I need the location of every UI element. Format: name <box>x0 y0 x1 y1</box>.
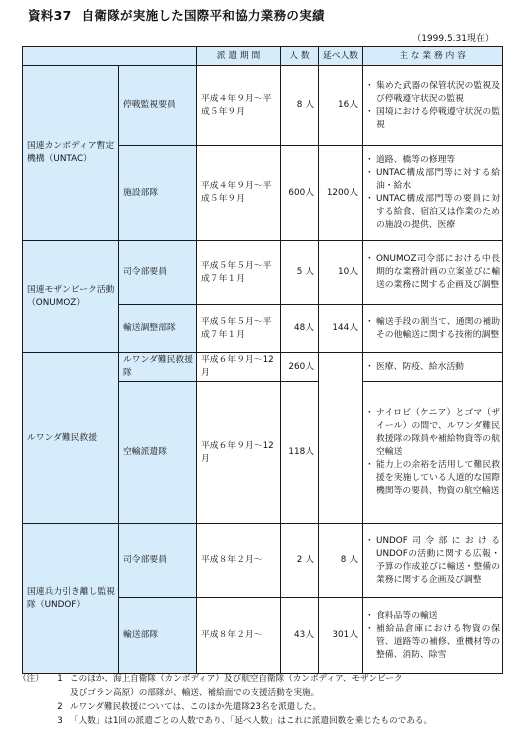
person-count: 118人 <box>281 382 319 524</box>
task-item: ・ 食料品等の輸送 <box>367 610 500 623</box>
task-item: ・ 集めた武器の保管状況の監視及び停戦遵守状況の監視 <box>367 80 500 106</box>
dispatch-period: 平成６年９月～12月 <box>197 353 281 382</box>
dispatch-period: 平成５年５月～平成７年１月 <box>197 305 281 353</box>
header-count: 人 数 <box>281 47 319 66</box>
footnote <box>18 700 508 714</box>
title-number: 資料37 <box>28 8 72 23</box>
dispatch-period: 平成４年９月～平成５年９月 <box>197 146 281 241</box>
page-title <box>28 6 508 24</box>
unit-name: 輸送部隊 <box>119 598 197 674</box>
table-row <box>23 241 503 305</box>
footnote-number: 2 <box>57 702 63 712</box>
unit-name: 輸送調整部隊 <box>119 305 197 353</box>
table-row <box>23 66 503 146</box>
footnote-label: （注） <box>18 674 44 684</box>
header-tasks: 主 な 業 務 内 容 <box>363 47 503 66</box>
table-row <box>23 524 503 598</box>
footnote-text: 「人数」は1回の派遣ごとの人数であり、「延べ人数」はこれに派遣回数を乗じたものである。 <box>70 716 433 726</box>
task-cell <box>363 305 503 353</box>
task-cell <box>363 146 503 241</box>
total-count: 301人 <box>319 598 363 674</box>
header-total: 延べ人数 <box>319 47 363 66</box>
footnote-number: 1 <box>57 674 63 684</box>
table-row <box>23 353 503 382</box>
header-dispatch-period: 派 遣 期 間 <box>197 47 281 66</box>
task-cell <box>363 353 503 382</box>
unit-name: 停戦監視要員 <box>119 66 197 146</box>
task-cell <box>363 524 503 598</box>
person-count: 43人 <box>281 598 319 674</box>
task-item: ・ UNDOF司令部におけるUNDOFの活動に関する広報・予算の作成並びに輸送・整備の業務に関する企画及び調整 <box>367 535 500 587</box>
dispatch-period: 平成８年２月～ <box>197 524 281 598</box>
task-item: ・ 能力上の余裕を活用して難民救援を実施している人道的な国際機関等の要員、物資の航空輸送 <box>367 459 500 498</box>
title-text: 自衛隊が実施した国際平和協力業務の実績 <box>81 8 325 23</box>
task-item: ・ ONUMOZ司令部における中長期的な業務計画の立案並びに輸送の業務に関する企画及び調整 <box>367 253 500 292</box>
footnotes <box>18 672 508 728</box>
activities-table <box>22 46 503 674</box>
total-count <box>319 353 363 524</box>
unit-name: ルワンダ難民救援隊 <box>119 353 197 382</box>
footnote-number: 3 <box>57 716 63 726</box>
header-blank <box>23 47 197 66</box>
dispatch-period: 平成６年９月～12月 <box>197 382 281 524</box>
task-cell <box>363 241 503 305</box>
task-item: ・ 医療、防疫、給水活動 <box>367 361 500 374</box>
person-count: 2 人 <box>281 524 319 598</box>
footnote-text <box>70 672 508 700</box>
total-count: 16人 <box>319 66 363 146</box>
footnote <box>18 714 508 728</box>
person-count: 5 人 <box>281 241 319 305</box>
person-count: 260人 <box>281 353 319 382</box>
header-row <box>23 47 503 66</box>
task-cell <box>363 598 503 674</box>
dispatch-period: 平成４年９月～平成５年９月 <box>197 66 281 146</box>
task-cell <box>363 382 503 524</box>
total-count: 8 人 <box>319 524 363 598</box>
task-item: ・ UNTAC構成部門等に対する給油・給水 <box>367 167 500 193</box>
total-count: 144人 <box>319 305 363 353</box>
unit-name: 司令部要員 <box>119 524 197 598</box>
as-of-date: （1999.5.31現在） <box>412 34 494 44</box>
org-rwanda: ルワンダ難民救援 <box>23 353 119 524</box>
dispatch-period: 平成８年２月～ <box>197 598 281 674</box>
footnote <box>18 672 508 700</box>
task-item: ・ 輸送手段の割当て、通関の補助その他輸送に関する技術的調整 <box>367 316 500 342</box>
footnote-line: このほか、海上自衛隊（カンボディア）及び航空自衛隊（カンボディア、モザンビーク <box>70 674 403 684</box>
task-item: ・ UNTAC構成部門等の要員に対する給食、宿泊又は作業のための施設の提供、医療 <box>367 193 500 232</box>
footnote-text: ルワンダ難民救援については、このほか先遣隊23名を派遣した。 <box>70 702 322 712</box>
org-undof: 国連兵力引き離し監視隊（UNDOF） <box>23 524 119 674</box>
dispatch-period: 平成５年５月～平成７年１月 <box>197 241 281 305</box>
task-item: ・ 道路、橋等の修理等 <box>367 154 500 167</box>
task-item: ・ ナイロビ（ケニア）とゴマ（ザイール）の間で、ルワンダ難民救援隊の隊員や補給物資等の航空輸送 <box>367 407 500 459</box>
person-count: 600人 <box>281 146 319 241</box>
org-untac: 国連カンボディア暫定機構（UNTAC） <box>23 66 119 241</box>
unit-name: 空輸派遣隊 <box>119 382 197 524</box>
person-count: 48人 <box>281 305 319 353</box>
total-count: 10人 <box>319 241 363 305</box>
footnote-continuation: 及びゴラン高原）の部隊が、輸送、補給面での支援活動を実施。 <box>70 688 320 698</box>
unit-name: 施設部隊 <box>119 146 197 241</box>
person-count: 8 人 <box>281 66 319 146</box>
total-count: 1200人 <box>319 146 363 241</box>
task-item: ・ 補給品倉庫における物資の保管、道路等の補修、重機材等の整備、消防、除雪 <box>367 623 500 662</box>
unit-name: 司令部要員 <box>119 241 197 305</box>
task-cell <box>363 66 503 146</box>
org-onumoz: 国連モザンビーク活動（ONUMOZ） <box>23 241 119 353</box>
task-item: ・ 国境における停戦遵守状況の監視 <box>367 106 500 132</box>
